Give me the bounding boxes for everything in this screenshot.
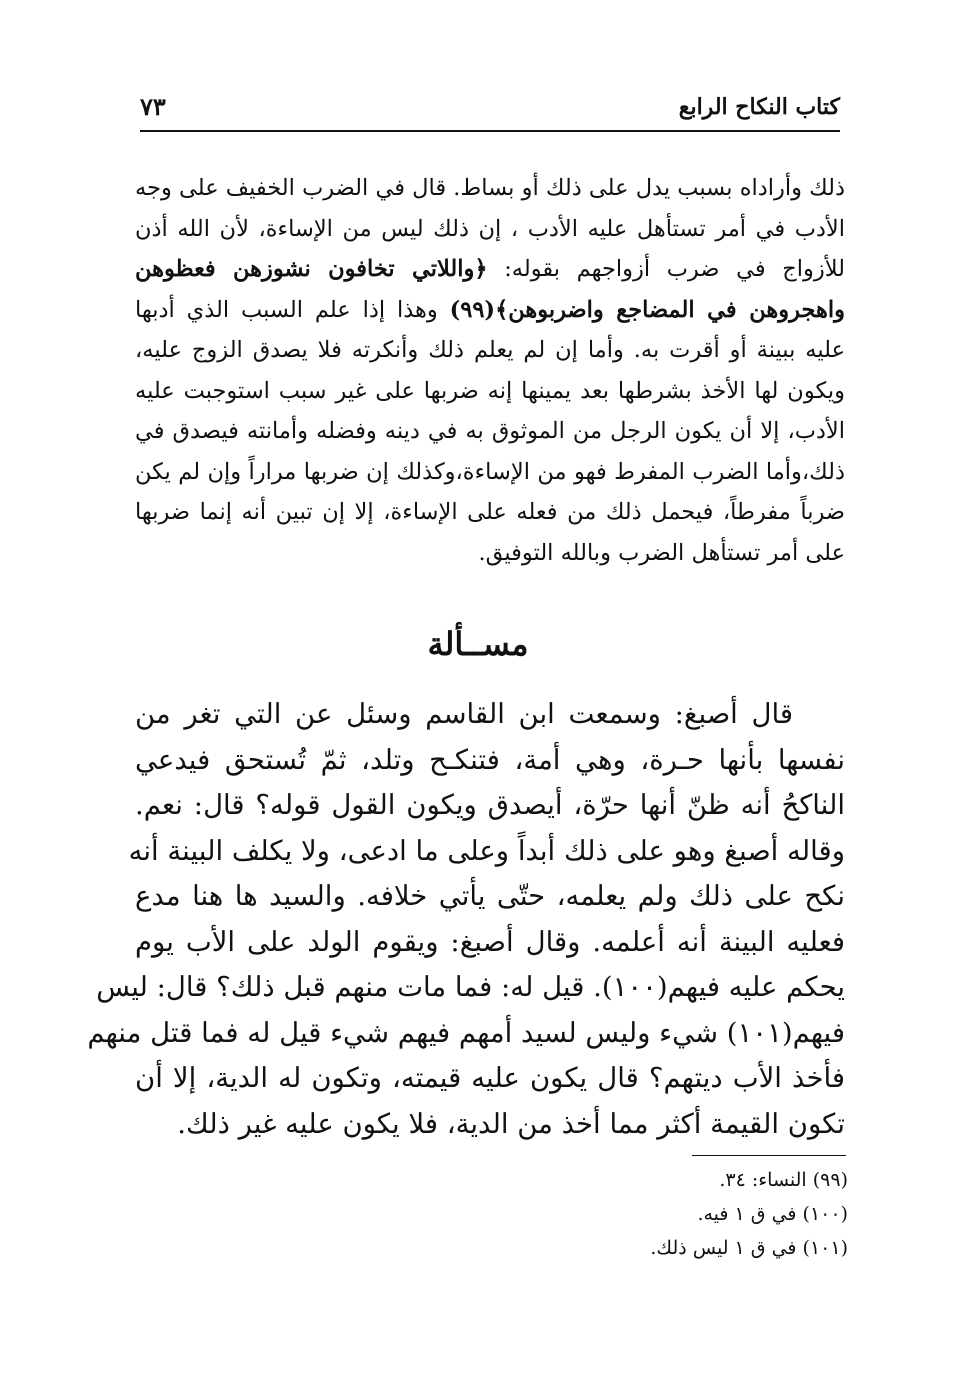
paragraph-2-line: الناكحُ أنه ظنّ أنها حرّة، أيصدق ويكون القول قوله؟ قال: نعم. (135, 789, 845, 821)
footnotes (650, 1163, 848, 1265)
section-heading: مســألة (427, 625, 529, 663)
paragraph-2-line: وقاله أصبغ وهو على ذلك أبداً وعلى ما ادعى، ولا يكلف البينة أنه (128, 834, 845, 867)
paragraph-1-line: على أمر تستأهل الضرب وبالله التوفيق. (478, 539, 845, 566)
paragraph-2-line: نكح على ذلك ولم يعلمه، حتّى يأتي خلافه. والسيد ها هنا مدع (135, 880, 845, 912)
paragraph-1-line-quran-start (135, 249, 845, 290)
paragraph-2-line: قال أصبغ: وسمعت ابن القاسم وسئل عن التي تغر من (135, 698, 793, 730)
running-header (140, 86, 840, 132)
line-text: للأزواج في ضرب أزواجهم بقوله: (487, 256, 846, 282)
paragraph-2-line: فيهم(١٠١) شيء وليس لسيد أمهم فيهم شيء قيل له فما قتل منهم (87, 1016, 845, 1049)
paragraph-2-line: نفسها بأنها حـرة، وهي أمة، فتنكـح وتلد، ثمّ تُستحق فيدعي (135, 743, 845, 776)
paragraph-1-line: ذلك وأراداه بسبب يدل على ذلك أو بساط. قال في الضرب الخفيف على وجه (135, 175, 845, 201)
footnote-rule (692, 1155, 846, 1156)
paragraph-2 (87, 692, 845, 1147)
paragraph-1-line: الأدب في أمر تستأهل عليه الأدب ، إن ذلك ليس من الإساءة، لأن الله أذن (135, 215, 845, 242)
paragraph-1-line-quran-end (135, 290, 845, 331)
footnote: (١٠١) في ق ١ ليس ذلك. (650, 1237, 848, 1259)
paragraph-1-line: ضرباً مفرطاً، فيحمل ذلك من فعله على الإساءة، إلا إن تبين أنه إنما ضربها (135, 499, 845, 525)
paragraph-1-line: الأدب، إلا أن يكون الرجل من الموثوق به في دينه وفضله وأمانته فيصدق في (135, 418, 845, 444)
header-rule (140, 130, 840, 132)
paragraph-2-line: فعليه البينة أنه أعلمه. وقال أصبغ: ويقوم الولد على الأب يوم (135, 925, 845, 958)
footnote: (٩٩) النساء: ٣٤. (719, 1169, 848, 1191)
paragraph-1 (135, 168, 845, 573)
quran-verse: واهجروهن في المضاجع واضربوهن﴾(٩٩) (449, 296, 845, 323)
book-title: كتاب النكاح الرابع (678, 94, 840, 120)
line-text: وهذا إذا علم السبب الذي أدبها (135, 296, 450, 323)
quran-verse: ﴿واللاتي تخافون نشوزهن فعظوهن (135, 256, 488, 282)
page-number: ٧٣ (140, 92, 166, 121)
footnote: (١٠٠) في ق ١ فيه. (697, 1203, 848, 1225)
paragraph-2-line: تكون القيمة أكثر مما أخذ من الدية، فلا يكون عليه غير ذلك. (177, 1107, 845, 1140)
paragraph-2-line: يحكم عليه فيهم(١٠٠). قيل له: فما مات منهم قبل ذلك؟ قال: ليس (96, 971, 845, 1003)
paragraph-1-line: ذلك،وأما الضرب المفرط فهو من الإساءة،وكذلك إن ضربها مراراً وإن لم يكن (135, 458, 845, 485)
paragraph-2-line: فأخذ الأب ديتهم؟ قال يكون عليه قيمته، وتكون له الدية، إلا أن (135, 1062, 845, 1094)
paragraph-1-line: ويكون لها الأخذ بشرطها بعد يمينها إنه ضربها على غير سبب استوجبت عليه (135, 377, 845, 404)
paragraph-1-line: عليه ببينة أو أقرت به. وأما إن لم يعلم ذلك وأنكرته فلا يصدق الزوج عليه، (135, 337, 845, 363)
